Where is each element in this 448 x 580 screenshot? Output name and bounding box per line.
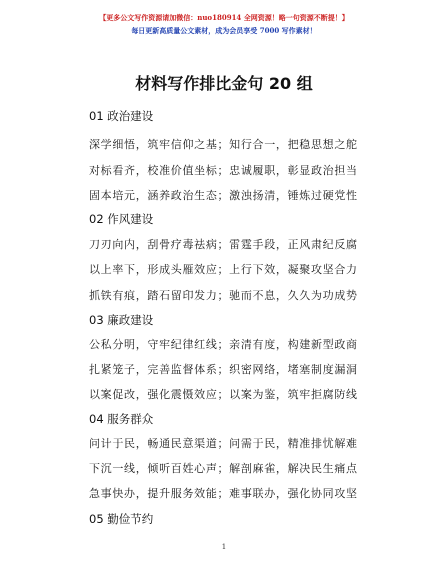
section-01-line: 深学细悟，筑牢信仰之基；知行合一，把稳思想之舵 [89, 138, 357, 151]
section-heading-02: 02 作风建设 [89, 212, 154, 226]
banner-update-text: 每日更新高质量公文素材，成为会员享受 7000 写作素材！ [131, 26, 317, 35]
header-banner-update [0, 26, 448, 35]
section-03-line: 扎紧笼子，完善监督体系；织密网络，堵塞制度漏洞 [89, 363, 357, 376]
banner-promo-text: 【更多公文写作资源请加微信：nuo180914 全网资源！略一句资源不断提！】 [99, 13, 349, 22]
section-03-line: 以案促改，强化震慑效应；以案为鉴，筑牢拒腐防线 [89, 388, 357, 401]
section-01-line: 固本培元，涵养政治生态；激浊扬清，锤炼过硬党性 [89, 189, 357, 202]
document-title: 材料写作排比金句 20 组 [135, 74, 313, 93]
section-04-line: 问计于民，畅通民意渠道；问需于民，精准排忧解难 [89, 437, 357, 450]
section-04-line: 急事快办，提升服务效能；难事联办，强化协同攻坚 [89, 487, 357, 500]
header-banner-promo [0, 13, 448, 22]
section-heading-05: 05 勤俭节约 [89, 512, 154, 526]
section-heading-04: 04 服务群众 [89, 412, 154, 426]
section-02-line: 抓铁有痕，踏石留印发力；驰而不息，久久为功成势 [89, 289, 357, 302]
section-04-line: 下沉一线，倾听百姓心声；解剖麻雀，解决民生痛点 [89, 462, 357, 475]
section-heading-01: 01 政治建设 [89, 109, 154, 123]
section-01-line: 对标看齐，校准价值坐标；忠诚履职，彰显政治担当 [89, 164, 357, 177]
section-02-line: 刀刃向内，刮骨疗毒祛病；雷霆手段，正风肃纪反腐 [89, 238, 357, 251]
section-02-line: 以上率下，形成头雁效应；上行下效，凝聚攻坚合力 [89, 263, 357, 276]
section-heading-03: 03 廉政建设 [89, 313, 154, 327]
page-number: 1 [221, 543, 227, 551]
section-03-line: 公私分明，守牢纪律红线；亲清有度，构建新型政商 [89, 338, 357, 351]
